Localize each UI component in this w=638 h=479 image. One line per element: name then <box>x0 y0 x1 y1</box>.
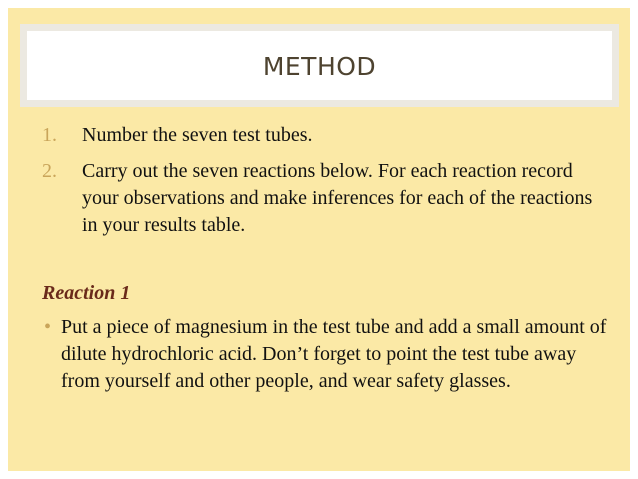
slide-content <box>8 8 630 471</box>
slide-title: METHOD <box>262 52 377 81</box>
reaction-heading: Reaction 1 <box>42 282 131 304</box>
step-text: Number the seven test tubes. <box>82 124 313 146</box>
slide <box>8 8 630 471</box>
step-text: Carry out the seven reactions below. For each reaction record your observations and make inferences for each of the reactions in your results table. <box>82 160 593 236</box>
bullet-marker: • <box>44 316 52 338</box>
step-number: 2. <box>42 160 57 182</box>
bullet-text: Put a piece of magnesium in the test tube and add a small amount of dilute hydrochloric acid. Don’t forget to point the test tube away from yourself and other people, and wear safety glasses. <box>61 316 607 392</box>
step-number: 1. <box>42 124 57 146</box>
